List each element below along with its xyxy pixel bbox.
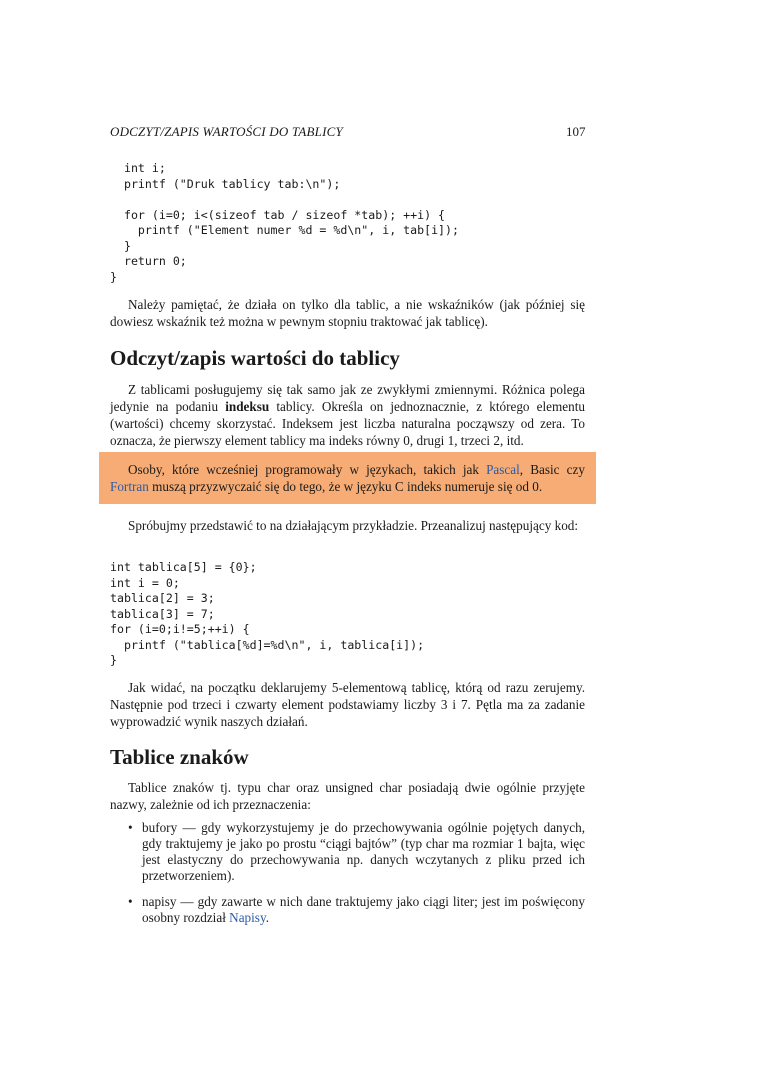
running-header-title: ODCZYT/ZAPIS WARTOŚCI DO TABLICY xyxy=(110,124,343,139)
paragraph-pointer-note: Należy pamiętać, że działa on tylko dla tablic, a nie wskaźników (jak później się dowiesz wskaźnik też można w pewnym stopniu traktować jak tablicę). xyxy=(110,297,585,329)
paragraph-char-arrays-intro: Tablice znaków tj. typu char oraz unsigned char posiadają dwie ogólnie przyjęte nazwy, zależnie od ich przeznaczenia: xyxy=(110,780,585,812)
page-number: 107 xyxy=(566,124,586,139)
bullet-list xyxy=(128,820,585,926)
bullet-icon: • xyxy=(128,820,133,835)
link-napisy[interactable]: Napisy xyxy=(229,910,266,925)
bullet-icon: • xyxy=(128,894,133,909)
code-block-array-example: int tablica[5] = {0}; int i = 0; tablica[2] = 3; tablica[3] = 7; for (i=0;i!=5;++i) { printf ("tablica[%d]=%d\n", i, tablica[i]); } xyxy=(110,560,425,667)
list-item: • bufory — gdy wykorzystujemy je do przechowywania ogólnie pojętych danych, gdy traktujemy je jako po prostu “ciągi bajtów” (typ char ma rozmiar 1 bajta, więc jest elastyczny do przechowywania np. danych wczytanych z pliku przed ich przetworzeniem). xyxy=(128,820,585,883)
section-heading-char-arrays: Tablice znaków xyxy=(110,745,249,769)
list-item: • napisy — gdy zawarte w nich dane traktujemy jako ciągi liter; jest im poświęcony osobny rozdział Napisy. xyxy=(128,894,585,925)
bold-term-index: indeksu xyxy=(225,399,270,414)
paragraph-index-intro: Z tablicami posługujemy się tak samo jak ze zwykłymi zmiennymi. Różnica polega jedynie na podaniu indeksu tablicy. Określa on jednoznacznie, z którego elementu (wartości) chcemy skorzystać. Indeksem jest liczba naturalna począwszy od zera. To oznacza, że pierwszy element tablicy ma indeks równy 0, drugi 1, trzeci 2, itd. xyxy=(110,382,585,448)
paragraph-example-explanation: Jak widać, na początku deklarujemy 5-elementową tablicę, którą od razu zerujemy. Następnie pod trzeci i czwarty element podstawiamy liczby 3 i 7. Pętla ma za zadanie wyprowadzić wynik naszych działań. xyxy=(110,680,585,729)
paragraph-example-intro: Spróbujmy przedstawić to na działającym przykładzie. Przeanalizuj następujący kod: xyxy=(128,518,579,533)
code-block-print-array: int i; printf ("Druk tablicy tab:\n"); for (i=0; i<(sizeof tab / sizeof *tab); ++i) { printf ("Element numer %d = %d\n", i, tab[i]); } return 0; } xyxy=(110,161,460,284)
link-pascal[interactable]: Pascal xyxy=(486,462,520,477)
link-fortran[interactable]: Fortran xyxy=(110,479,149,494)
callout-text: Osoby, które wcześniej programowały w językach, takich jak Pascal, Basic czy Fortran muszą przyzwyczaić się do tego, że w języku C indeks numeruje się od 0. xyxy=(110,462,585,494)
section-heading-read-write: Odczyt/zapis wartości do tablicy xyxy=(110,346,400,370)
